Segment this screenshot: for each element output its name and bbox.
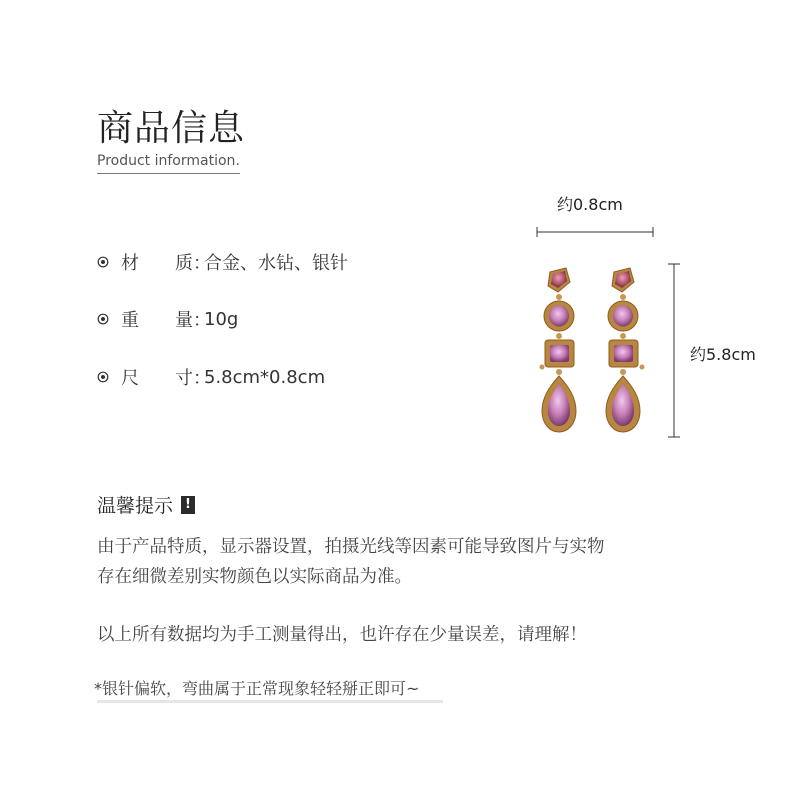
spec-label: 重 量： bbox=[121, 310, 211, 331]
exclamation-icon: ! bbox=[181, 496, 195, 514]
dimension-height-label: 约5.8cm bbox=[690, 345, 756, 364]
spec-row-size bbox=[97, 364, 325, 390]
earring-right bbox=[606, 268, 645, 432]
bullet-circle-icon bbox=[97, 371, 109, 383]
earrings-image bbox=[536, 264, 656, 444]
earring-left bbox=[540, 268, 577, 432]
tips-note: *银针偏软，弯曲属于正常现象轻轻掰正即可~ bbox=[94, 679, 420, 698]
spec-value: 10g bbox=[204, 308, 239, 330]
spec-row-material bbox=[97, 249, 348, 275]
page-subtitle: Product information. bbox=[97, 153, 240, 169]
spec-value: 5.8cm*0.8cm bbox=[204, 366, 326, 388]
bullet-circle-icon bbox=[97, 313, 109, 325]
page-title: 商品信息 bbox=[97, 108, 246, 149]
dimension-height-line bbox=[667, 262, 681, 440]
spec-label: 材 质： bbox=[121, 253, 211, 274]
dimension-width-line bbox=[534, 226, 656, 238]
tips-paragraph-measurement: 以上所有数据均为手工测量得出，也许存在少量误差，请理解！ bbox=[97, 625, 587, 645]
spec-value: 合金、水钻、银针 bbox=[204, 253, 348, 274]
spec-label: 尺 寸： bbox=[121, 368, 211, 389]
tips-paragraph-line-1: 由于产品特质，显示器设置，拍摄光线等因素可能导致图片与实物 bbox=[97, 537, 605, 557]
note-highlight-bar bbox=[97, 700, 443, 703]
dimension-width-label: 约0.8cm bbox=[557, 195, 623, 214]
tips-paragraph-line-2: 存在细微差别实物颜色以实际商品为准。 bbox=[97, 567, 412, 587]
spec-row-weight bbox=[97, 306, 238, 332]
subtitle-underline bbox=[97, 173, 240, 174]
bullet-circle-icon bbox=[97, 256, 109, 268]
tips-title bbox=[97, 491, 195, 518]
tips-title-text: 温馨提示 bbox=[97, 495, 174, 517]
